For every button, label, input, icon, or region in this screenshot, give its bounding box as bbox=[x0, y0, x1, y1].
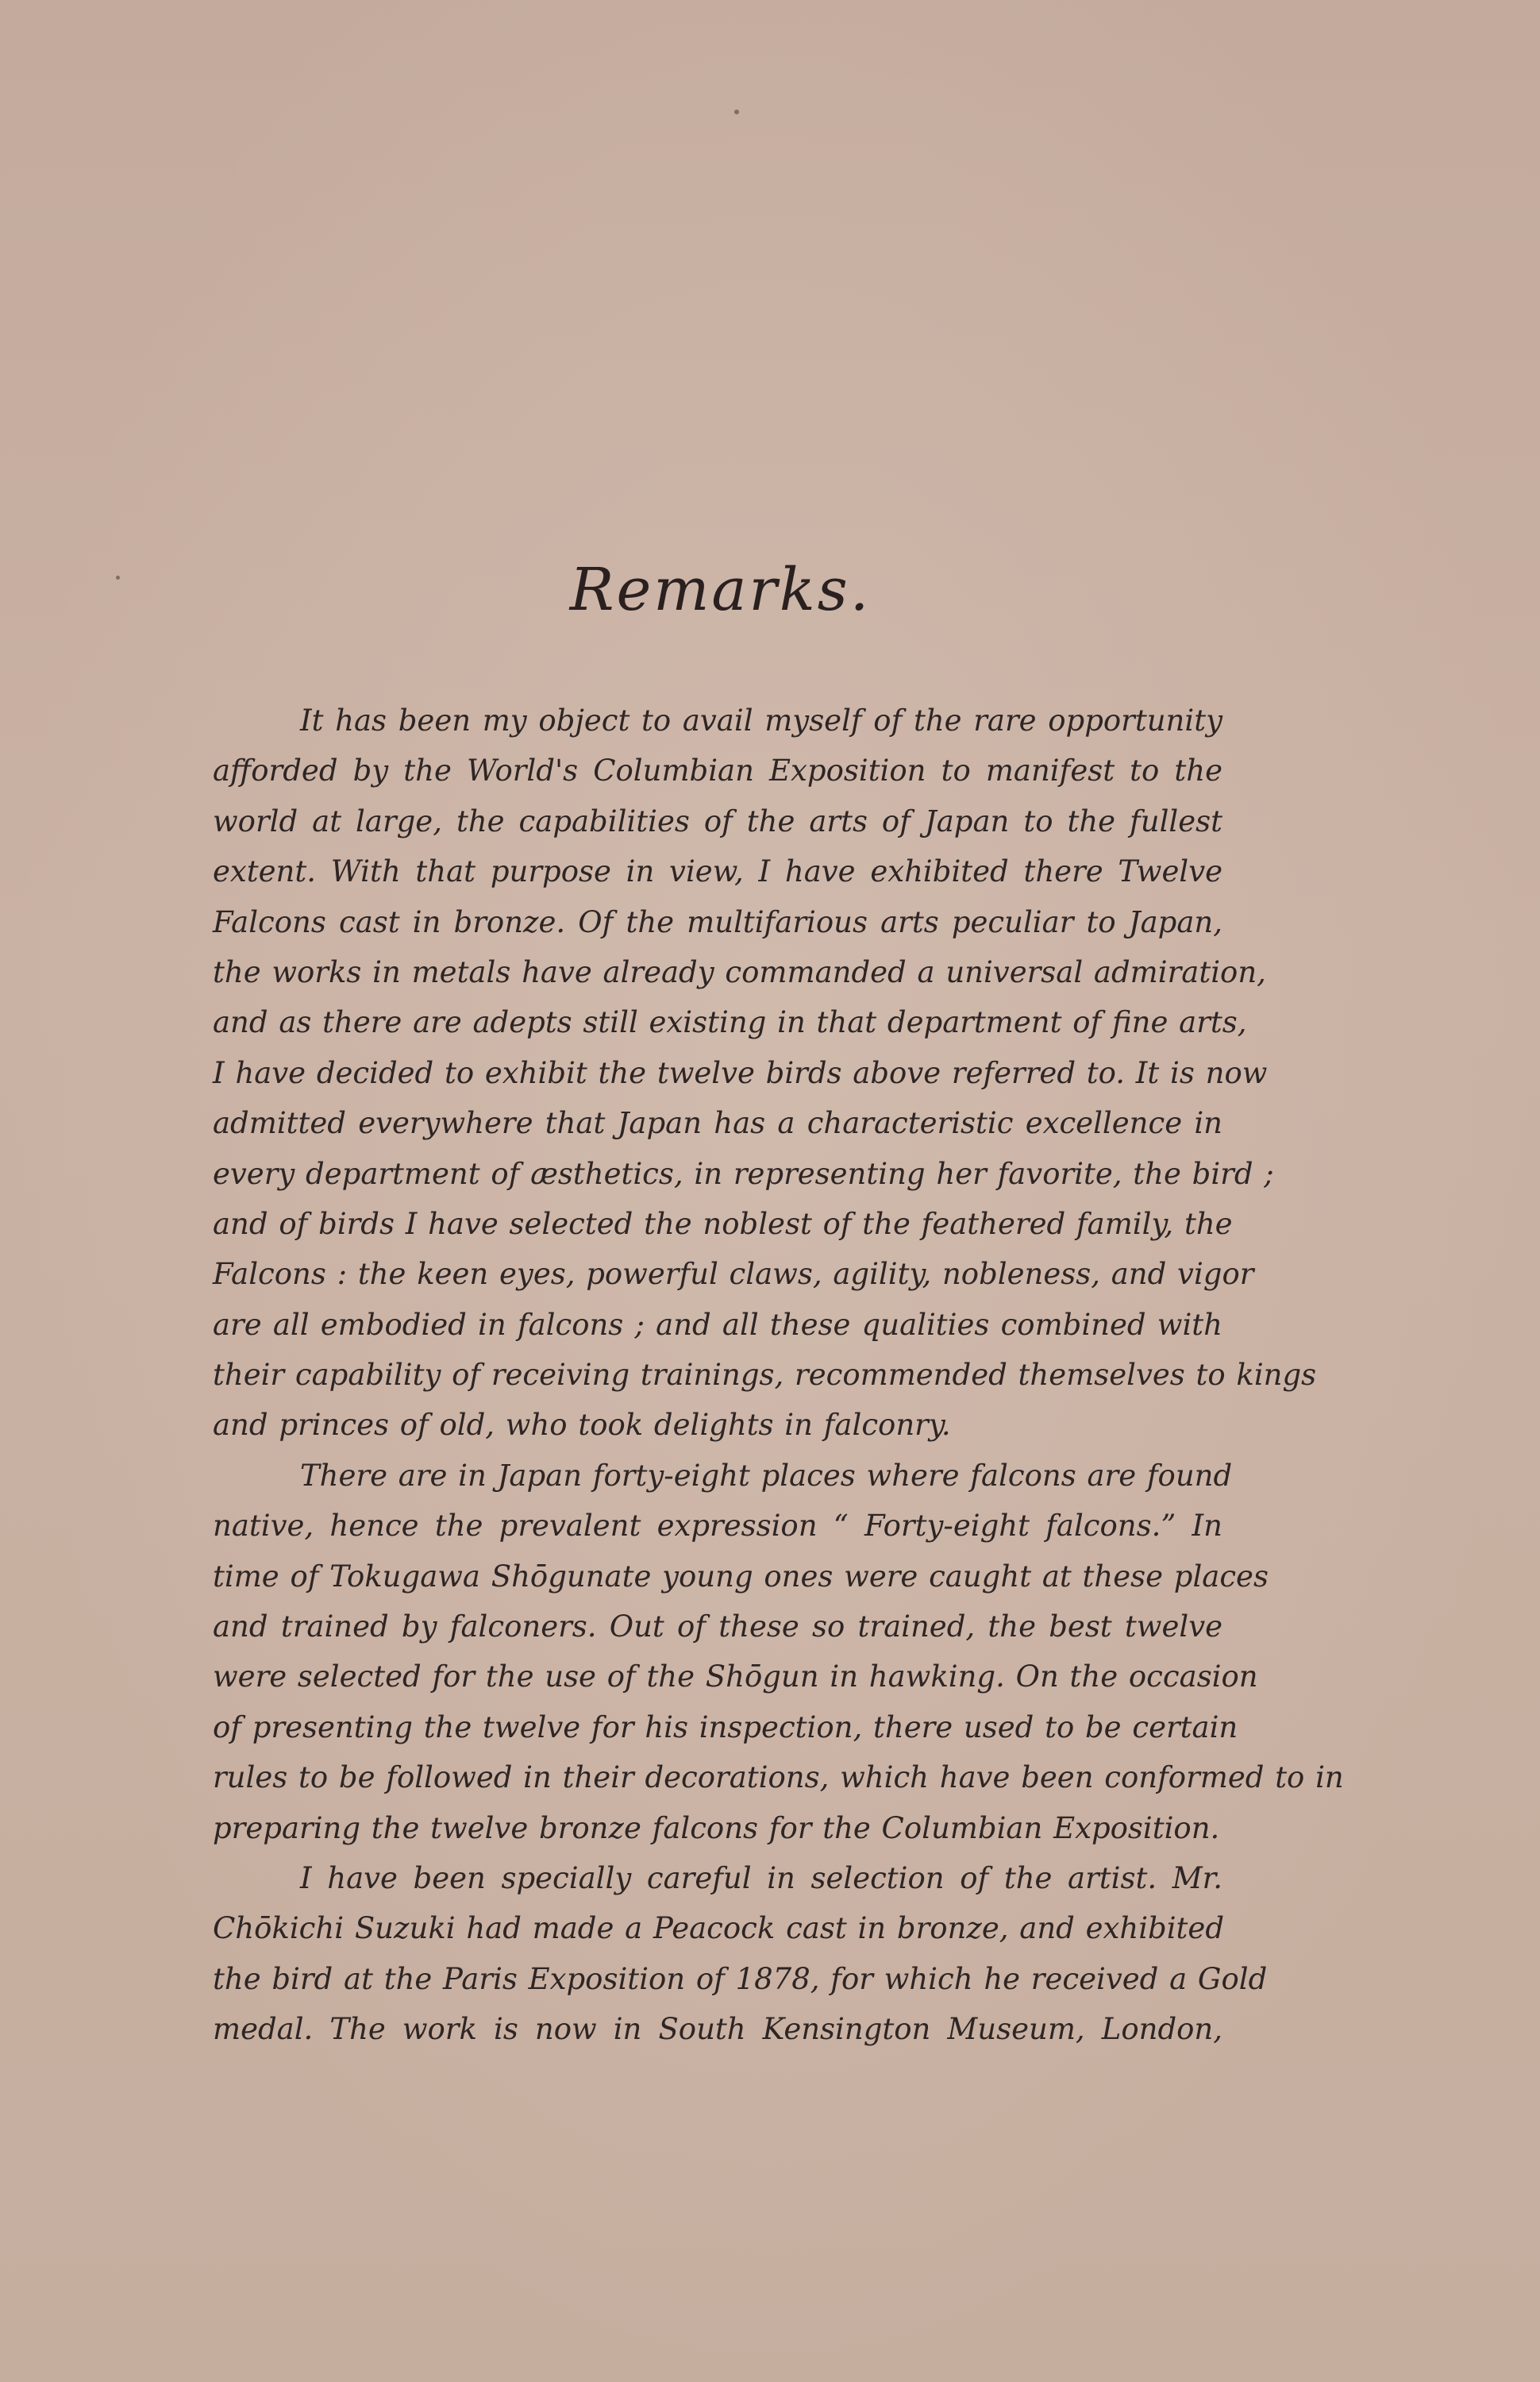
page-title: Remarks. bbox=[569, 556, 872, 624]
text-line: native, hence the prevalent expression “ Forty-eight falcons.” In bbox=[213, 1509, 1222, 1544]
text-line: and of birds I have selected the noblest of the feathered family, the bbox=[213, 1206, 1233, 1241]
text-line: I have been specially careful in selection of the artist. Mr. bbox=[300, 1860, 1222, 1895]
text-line: rules to be followed in their decorations, which have been conformed to in bbox=[213, 1760, 1344, 1795]
text-line: the bird at the Paris Exposition of 1878, for which he received a Gold bbox=[213, 1961, 1268, 1996]
text-line: of presenting the twelve for his inspection, there used to be certain bbox=[213, 1709, 1238, 1744]
text-line: There are in Japan forty-eight places where falcons are found bbox=[300, 1458, 1233, 1493]
text-line: extent. With that purpose in view, I have exhibited there Twelve bbox=[213, 854, 1222, 889]
text-line: were selected for the use of the Shōgun in hawking. On the occasion bbox=[213, 1659, 1258, 1694]
paper-speck bbox=[734, 110, 739, 114]
text-line: are all embodied in falcons ; and all these qualities combined with bbox=[213, 1307, 1222, 1342]
text-line: medal. The work is now in South Kensington Museum, London, bbox=[213, 2012, 1222, 2047]
text-line: afforded by the World's Columbian Exposition to manifest to the bbox=[213, 754, 1222, 788]
text-line: Chōkichi Suzuki had made a Peacock cast in bronze, and exhibited bbox=[213, 1911, 1225, 1946]
text-line: preparing the twelve bronze falcons for the Columbian Exposition. bbox=[213, 1810, 1220, 1845]
text-line: admitted everywhere that Japan has a characteristic excellence in bbox=[213, 1106, 1222, 1141]
text-line: Falcons : the keen eyes, powerful claws, agility, nobleness, and vigor bbox=[213, 1257, 1254, 1292]
text-line: world at large, the capabilities of the arts of Japan to the fullest bbox=[213, 804, 1222, 838]
body-text bbox=[213, 696, 1344, 2055]
text-line: Falcons cast in bronze. Of the multifarious arts peculiar to Japan, bbox=[213, 904, 1222, 939]
text-line: It has been my object to avail myself of the rare opportunity bbox=[300, 703, 1222, 738]
text-line: I have decided to exhibit the twelve birds above referred to. It is now bbox=[213, 1055, 1268, 1090]
text-line: and as there are adepts still existing in that department of fine arts, bbox=[213, 1005, 1247, 1040]
text-line: every department of æsthetics, in representing her favorite, the bird ; bbox=[213, 1156, 1274, 1191]
text-line: time of Tokugawa Shōgunate young ones were caught at these places bbox=[213, 1559, 1269, 1594]
text-line: the works in metals have already commanded a universal admiration, bbox=[213, 954, 1266, 989]
text-line: and trained by falconers. Out of these so trained, the best twelve bbox=[213, 1609, 1222, 1644]
text-line: their capability of receiving trainings, recommended themselves to kings bbox=[213, 1358, 1317, 1393]
text-line: and princes of old, who took delights in falconry. bbox=[213, 1408, 951, 1443]
